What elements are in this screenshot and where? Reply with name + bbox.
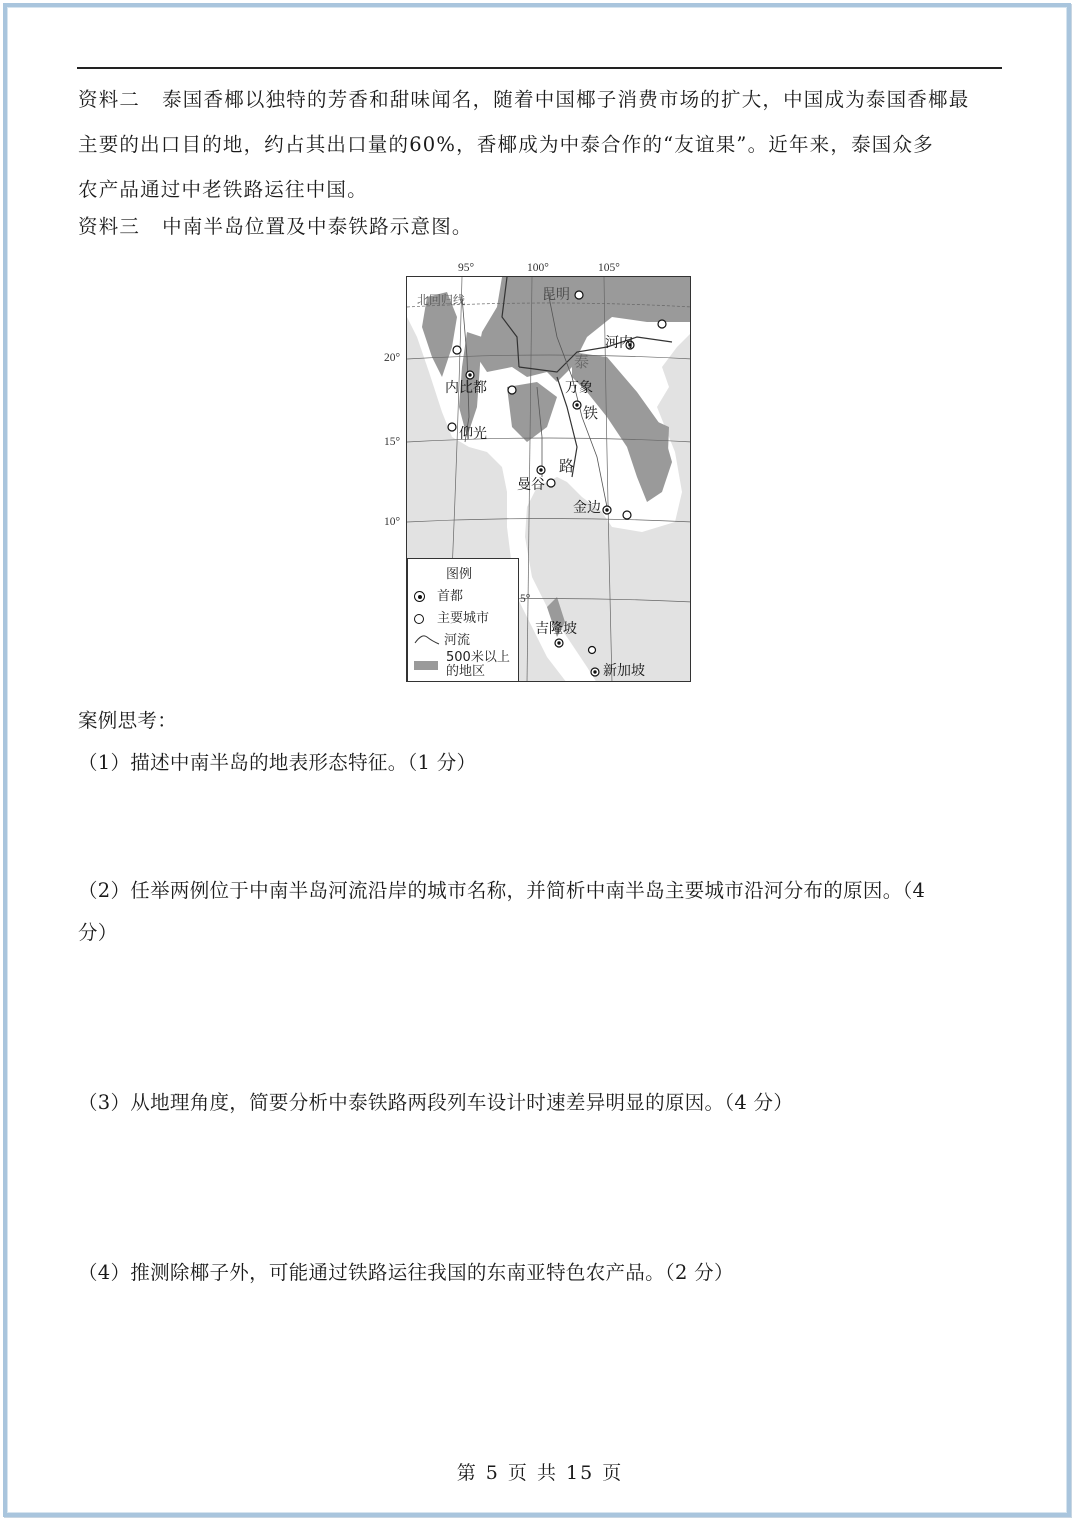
question-3: （3）从地理角度，简要分析中泰铁路两段列车设计时速差异明显的原因。（4 分） [78, 1091, 794, 1114]
highland-swatch-icon [414, 661, 438, 670]
legend-highland-line-1: 500米以上 [446, 650, 510, 665]
material-2 [78, 77, 969, 212]
page-footer: 第 5 页 共 15 页 [456, 1462, 624, 1484]
case-title: 案例思考： [78, 709, 178, 732]
question-2-line-1: （2）任举两例位于中南半岛河流沿岸的城市名称，并简析中南半岛主要城市沿河分布的原因。（4 [78, 879, 926, 902]
question-2-line-2: 分） [78, 921, 118, 944]
material-2-line-1: 泰国香椰以独特的芳香和甜味闻名，随着中国椰子消费市场的扩大，中国成为泰国香椰最 [162, 88, 970, 111]
material-3-text: 中南半岛位置及中泰铁路示意图。 [162, 215, 473, 238]
city-singapore: 新加坡 [603, 663, 645, 679]
legend-highland-line-2: 的地区 [446, 664, 486, 679]
tropic-of-cancer-label: 北回归线 [417, 293, 466, 307]
city-naypyidaw: 内比都 [445, 380, 487, 396]
material-3-label: 资料三 [78, 215, 141, 238]
latitude-20: 20° [384, 352, 401, 364]
question-1: （1）描述中南半岛的地表形态特征。（1 分） [78, 751, 477, 774]
longitude-95: 95° [458, 262, 475, 274]
railway-label-tie: 铁 [583, 404, 599, 422]
material-2-line-2: 主要的出口目的地，约占其出口量的60%，香椰成为中泰合作的“友谊果”。近年来，泰国众多 [78, 133, 934, 156]
capital-icon [414, 591, 425, 602]
city-vientiane: 万象 [565, 380, 593, 396]
material-2-label: 资料二 [78, 88, 141, 111]
city-bangkok: 曼谷 [517, 477, 545, 493]
latitude-10: 10° [384, 516, 401, 528]
city-phnom-penh: 金边 [573, 500, 601, 516]
longitude-105: 105° [598, 262, 620, 274]
question-4: （4）推测除椰子外，可能通过铁路运往我国的东南亚特色农产品。（2 分） [78, 1261, 734, 1284]
latitude-5: 5° [520, 593, 531, 605]
latitude-15: 15° [384, 436, 401, 448]
header-rule [77, 67, 1002, 69]
material-3 [78, 204, 473, 249]
city-yangon: 仰光 [459, 426, 487, 442]
material-2-line-3: 农产品通过中老铁路运往中国。 [78, 178, 368, 201]
legend-river: 河流 [444, 633, 471, 648]
map-legend [407, 558, 519, 682]
railway-label-tai: 泰 [574, 353, 590, 371]
legend-capital: 首都 [437, 589, 464, 604]
railway-label-lu: 路 [559, 457, 575, 475]
city-kuala-lumpur: 吉隆坡 [535, 621, 577, 637]
major-city-icon [414, 614, 424, 624]
city-kunming: 昆明 [542, 287, 570, 303]
legend-title: 图例 [446, 567, 473, 582]
legend-major-city: 主要城市 [437, 611, 490, 626]
city-hanoi: 河内 [605, 335, 633, 351]
river-icon [414, 633, 440, 649]
indochina-railway-map [406, 276, 691, 682]
longitude-100: 100° [527, 262, 549, 274]
